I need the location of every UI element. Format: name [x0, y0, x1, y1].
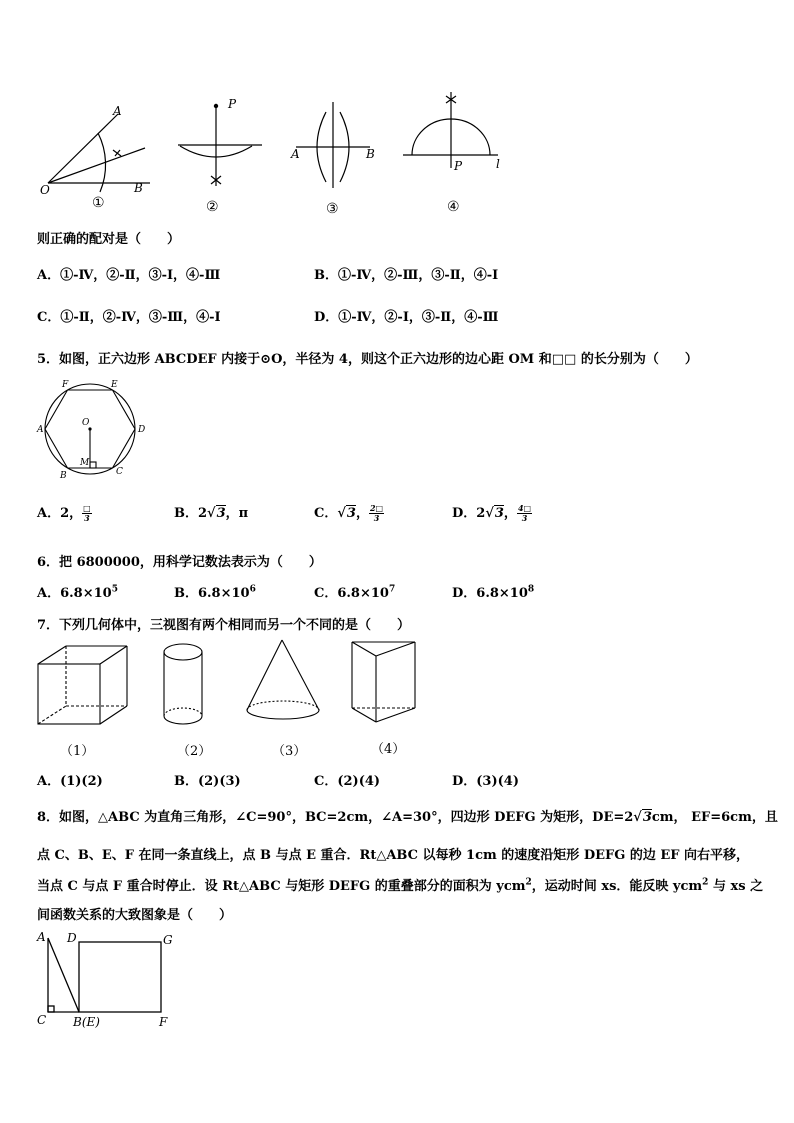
q7-cone [247, 640, 319, 719]
q8-label-C: C [37, 1013, 47, 1027]
q5-a-prefix: A．2， [37, 506, 83, 521]
q5-c-radicand: 3 [346, 506, 356, 521]
q7-question: 7．下列几何体中，三视图有两个相同而另一个不同的是（ ） [37, 618, 411, 633]
q4-option-c[interactable]: C．①-Ⅱ，②-Ⅳ，③-Ⅲ，④-Ⅰ [37, 310, 221, 325]
q5-c-comma: ， [355, 506, 369, 521]
q6-option-b[interactable]: B．$6.8\times 10^6$ [174, 584, 256, 601]
q8-line-4: 间函数关系的大致图象是（ ） [37, 908, 233, 923]
q5-d-radicand: 3 [494, 506, 504, 521]
q8-label-D: D [67, 931, 77, 945]
q7-option-a[interactable]: A．(1)(2) [37, 774, 103, 789]
q5-option-b[interactable]: B．2√3，π [174, 506, 249, 521]
q4-f3-label-A: A [291, 147, 300, 161]
q8-radicand: 3 [642, 810, 652, 825]
q6-option-d[interactable]: D．$6.8\times 10^8$ [452, 584, 535, 601]
q7-caption-2: （2） [177, 744, 212, 759]
q7-option-d[interactable]: D．(3)(4) [452, 774, 519, 789]
q5-label-E: E [111, 380, 118, 390]
q4-figure-3 [296, 102, 370, 188]
q4-prompt: 则正确的配对是（ ） [37, 232, 181, 247]
q7-cube [38, 646, 127, 724]
q4-f3-label-B: B [366, 147, 375, 161]
q4-option-a[interactable]: A．①-Ⅳ，②-Ⅱ，③-Ⅰ，④-Ⅲ [37, 268, 221, 283]
q7-prism [352, 642, 415, 722]
q5-c-prefix: C． [314, 506, 338, 521]
q5-label-D: D [138, 425, 146, 435]
q4-option-b[interactable]: B．①-Ⅳ，②-Ⅲ，③-Ⅱ，④-Ⅰ [314, 268, 499, 283]
q5-label-O: O [82, 418, 90, 428]
q4-f1-label-A: A [113, 104, 122, 118]
q7-cylinder [164, 644, 202, 724]
q4-figures [30, 88, 530, 218]
q5-b-suffix: ，π [225, 506, 249, 521]
q5-d-fraction: $\frac{4□}{3}$ [517, 503, 532, 523]
q5-hexagon-figure [34, 374, 154, 484]
q5-option-d[interactable]: D．2√3， $\frac{4□}{3}$ [452, 503, 532, 523]
q8-line-2: 点 C、B、E、F 在同一条直线上，点 B 与点 E 重合．Rt△ABC 以每秒 1cm 的速度沿矩形 DEFG 的边 EF 向右平移， [37, 848, 750, 863]
q4-option-d[interactable]: D．①-Ⅳ，②-Ⅰ，③-Ⅱ，④-Ⅲ [314, 310, 499, 325]
q4-figure-2 [178, 108, 262, 186]
q5-label-A: A [37, 425, 44, 435]
q5-c-fraction: $\frac{2□}{3}$ [369, 503, 384, 523]
q5-d-comma: ， [503, 506, 517, 521]
q7-caption-4: （4） [371, 742, 406, 757]
q4-f1-number: ① [92, 195, 105, 211]
q6-option-a[interactable]: A．$6.8\times 10^5$ [37, 584, 118, 601]
q5-option-a[interactable] [37, 502, 92, 523]
q8-figure [33, 926, 183, 1034]
q4-f4-number: ④ [447, 199, 460, 215]
q4-figure-4 [403, 92, 498, 168]
q5-d-prefix: D．2 [452, 506, 486, 521]
q4-f1-label-B: B [134, 181, 143, 195]
q4-f2-point-p [214, 104, 218, 108]
q5-question: 5．如图，正六边形 ABCDEF 内接于⊙O，半径为 4，则这个正六边形的边心距 OM 和□□ 的长分别为（ ） [37, 352, 698, 367]
q4-f2-number: ② [206, 199, 219, 215]
q8-label-F: F [159, 1015, 168, 1029]
q5-label-M: M [80, 458, 90, 468]
q8-label-A: A [37, 930, 46, 944]
q7-option-c[interactable]: C．(2)(4) [314, 774, 381, 789]
q7-solids-figure [30, 636, 430, 728]
q6-question: 6．把 6800000，用科学记数法表示为（ ） [37, 555, 322, 570]
q4-f4-label-l: l [496, 157, 500, 171]
q8-line-3: 当点 C 与点 F 重合时停止．设 Rt△ABC 与矩形 DEFG 的重叠部分的面积为 ycm$^2$，运动时间 xs．能反映 ycm$^2$ 与 xs 之 [37, 877, 764, 894]
q5-a-fraction: $\frac{□}{3}$ [83, 503, 91, 523]
q5-b-prefix: B．2 [174, 506, 208, 521]
q5-label-B: B [60, 471, 67, 481]
q6-option-c[interactable]: C．$6.8\times 10^7$ [314, 584, 396, 601]
q8-line-1: 8．如图，△ABC 为直角三角形，∠C=90°，BC=2cm，∠A=30°，四边形 DEFG 为矩形，DE=2√3cm， EF=6cm，且 [37, 810, 778, 825]
q7-option-b[interactable]: B．(2)(3) [174, 774, 241, 789]
q4-f3-number: ③ [326, 201, 339, 217]
q4-f1-label-O: O [40, 183, 50, 197]
q4-f4-label-P: P [454, 159, 463, 173]
q4-f2-label-P: P [228, 97, 237, 111]
q8-label-G: G [163, 933, 173, 947]
q5-label-C: C [116, 467, 123, 477]
q5-b-radicand: 3 [216, 506, 226, 521]
q7-caption-3: （3） [272, 744, 307, 759]
q5-label-F: F [62, 380, 69, 390]
q5-option-c[interactable]: C．√3， $\frac{2□}{3}$ [314, 503, 384, 523]
q7-caption-1: （1） [60, 744, 95, 759]
q8-label-BE: B(E) [73, 1015, 100, 1029]
